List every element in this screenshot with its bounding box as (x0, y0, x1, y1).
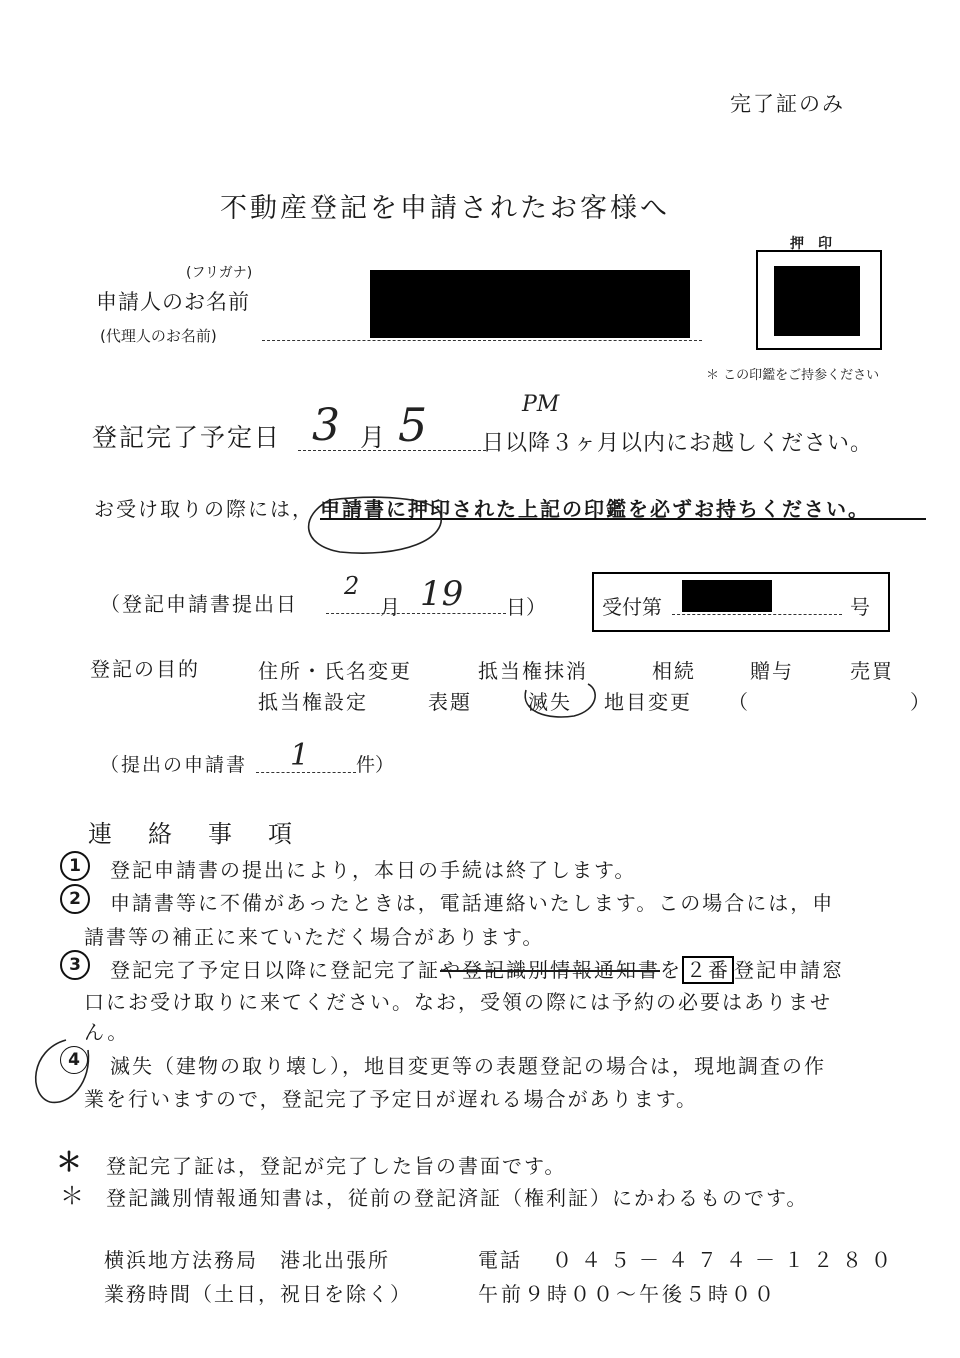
document-title: 不動産登記を申請されたお客様へ (220, 193, 670, 224)
completion-month-label: 月 (360, 423, 386, 452)
submission-day-handwritten: 19 (420, 574, 464, 614)
submission-day-label: 日） (506, 595, 546, 619)
pickup-emphasis: 申請書に押印された上記の印鑑を必ずお持ちください。 (320, 497, 870, 521)
struck-text: や登記識別情報通知書 (440, 958, 660, 982)
purpose-option: 相続 (652, 659, 696, 683)
business-hours: 午前９時００～午後５時００ (478, 1282, 777, 1306)
window-number-box: ２番 (682, 956, 734, 984)
purpose-option-selected: 滅失 (528, 690, 572, 714)
purpose-option: 地目変更 (604, 690, 692, 714)
purpose-option: 売買 (850, 659, 894, 683)
notice-line: 登記完了予定日以降に登記完了証や登記識別情報通知書を ２番 登記申請窓 (110, 958, 844, 982)
completion-day-handwritten: 5 (398, 398, 428, 452)
purpose-paren-close: ） (910, 690, 930, 714)
notice-line: 口にお受け取りに来てください。なお，受領の際には予約の必要はありませ (84, 990, 832, 1014)
purpose-label: 登記の目的 (90, 657, 200, 681)
submission-label: （登記申請書提出日 (100, 592, 298, 616)
star-note: 登記完了証は，登記が完了した旨の書面です。 (106, 1154, 567, 1178)
pm-note-handwritten: PM (522, 392, 560, 417)
receipt-suffix: 号 (850, 595, 870, 619)
star-note: 登記識別情報通知書は，従前の登記済証（権利証）にかわるものです。 (106, 1186, 809, 1210)
notice-mark: 2 (60, 884, 90, 914)
star-mark: ＊ (56, 1148, 83, 1178)
item4-circle-scribble (36, 1040, 89, 1102)
notice-line: 業を行いますので，登記完了予定日が遅れる場合があります。 (84, 1087, 698, 1111)
notice-line: 滅失（建物の取り壊し），地目変更等の表題登記の場合は，現地調査の作 (110, 1054, 826, 1078)
business-hours-label: 業務時間（土日，祝日を除く） (104, 1282, 412, 1306)
count-handwritten: 1 (290, 738, 310, 773)
purpose-paren-open: （ (728, 690, 748, 714)
receipt-label: 受付第 (602, 595, 662, 619)
phone-number: ０４５－４７４－１２８０ (552, 1248, 900, 1272)
notice-mark: 3 (60, 950, 90, 980)
completion-date-label: 登記完了予定日 (92, 423, 282, 452)
purpose-option: 住所・氏名変更 (258, 659, 412, 683)
purpose-option: 贈与 (750, 659, 794, 683)
agent-name-label: (代理人のお名前) (100, 327, 217, 345)
notice-mark: 4 (60, 1046, 88, 1074)
notice-line: 申請書等に不備があったときは，電話連絡いたします。この場合には，申 (110, 891, 835, 915)
seal-label: 押 印 (790, 236, 832, 252)
submission-month-handwritten: 2 (344, 572, 360, 600)
completion-month-handwritten: 3 (312, 400, 340, 451)
seal-note: ＊ この印鑑をご持参ください (706, 368, 880, 383)
notice-line: 登記申請書の提出により，本日の手続は終了します。 (110, 858, 637, 882)
purpose-option: 抵当権抹消 (478, 659, 588, 683)
furigana-label: (フリガナ) (186, 265, 253, 281)
applicant-name-label: 申請人のお名前 (96, 290, 250, 314)
notice-mark: 1 (60, 851, 90, 881)
count-label: （提出の申請書 (100, 754, 248, 776)
submission-month-label: 月 (380, 595, 400, 619)
purpose-option: 表題 (428, 690, 472, 714)
office-name: 横浜地方法務局 港北出張所 (104, 1248, 390, 1272)
notice-line: 請書等の補正に来ていただく場合があります。 (84, 925, 545, 949)
star-mark: ＊ (60, 1182, 84, 1210)
purpose-option: 抵当権設定 (258, 690, 368, 714)
messhitsu-circle-scribble (525, 684, 595, 717)
header-note: 完了証のみ (730, 92, 845, 116)
pickup-circle-scribble (309, 497, 442, 553)
pickup-prefix: お受け取りの際には， (94, 497, 314, 521)
notices-heading: 連 絡 事 項 (88, 820, 298, 848)
completion-date-suffix: 日以降３ヶ月以内にお越しください。 (482, 431, 874, 456)
phone-label: 電話 (478, 1248, 522, 1272)
notice-line: ん。 (84, 1020, 130, 1044)
count-suffix: 件） (356, 754, 395, 776)
